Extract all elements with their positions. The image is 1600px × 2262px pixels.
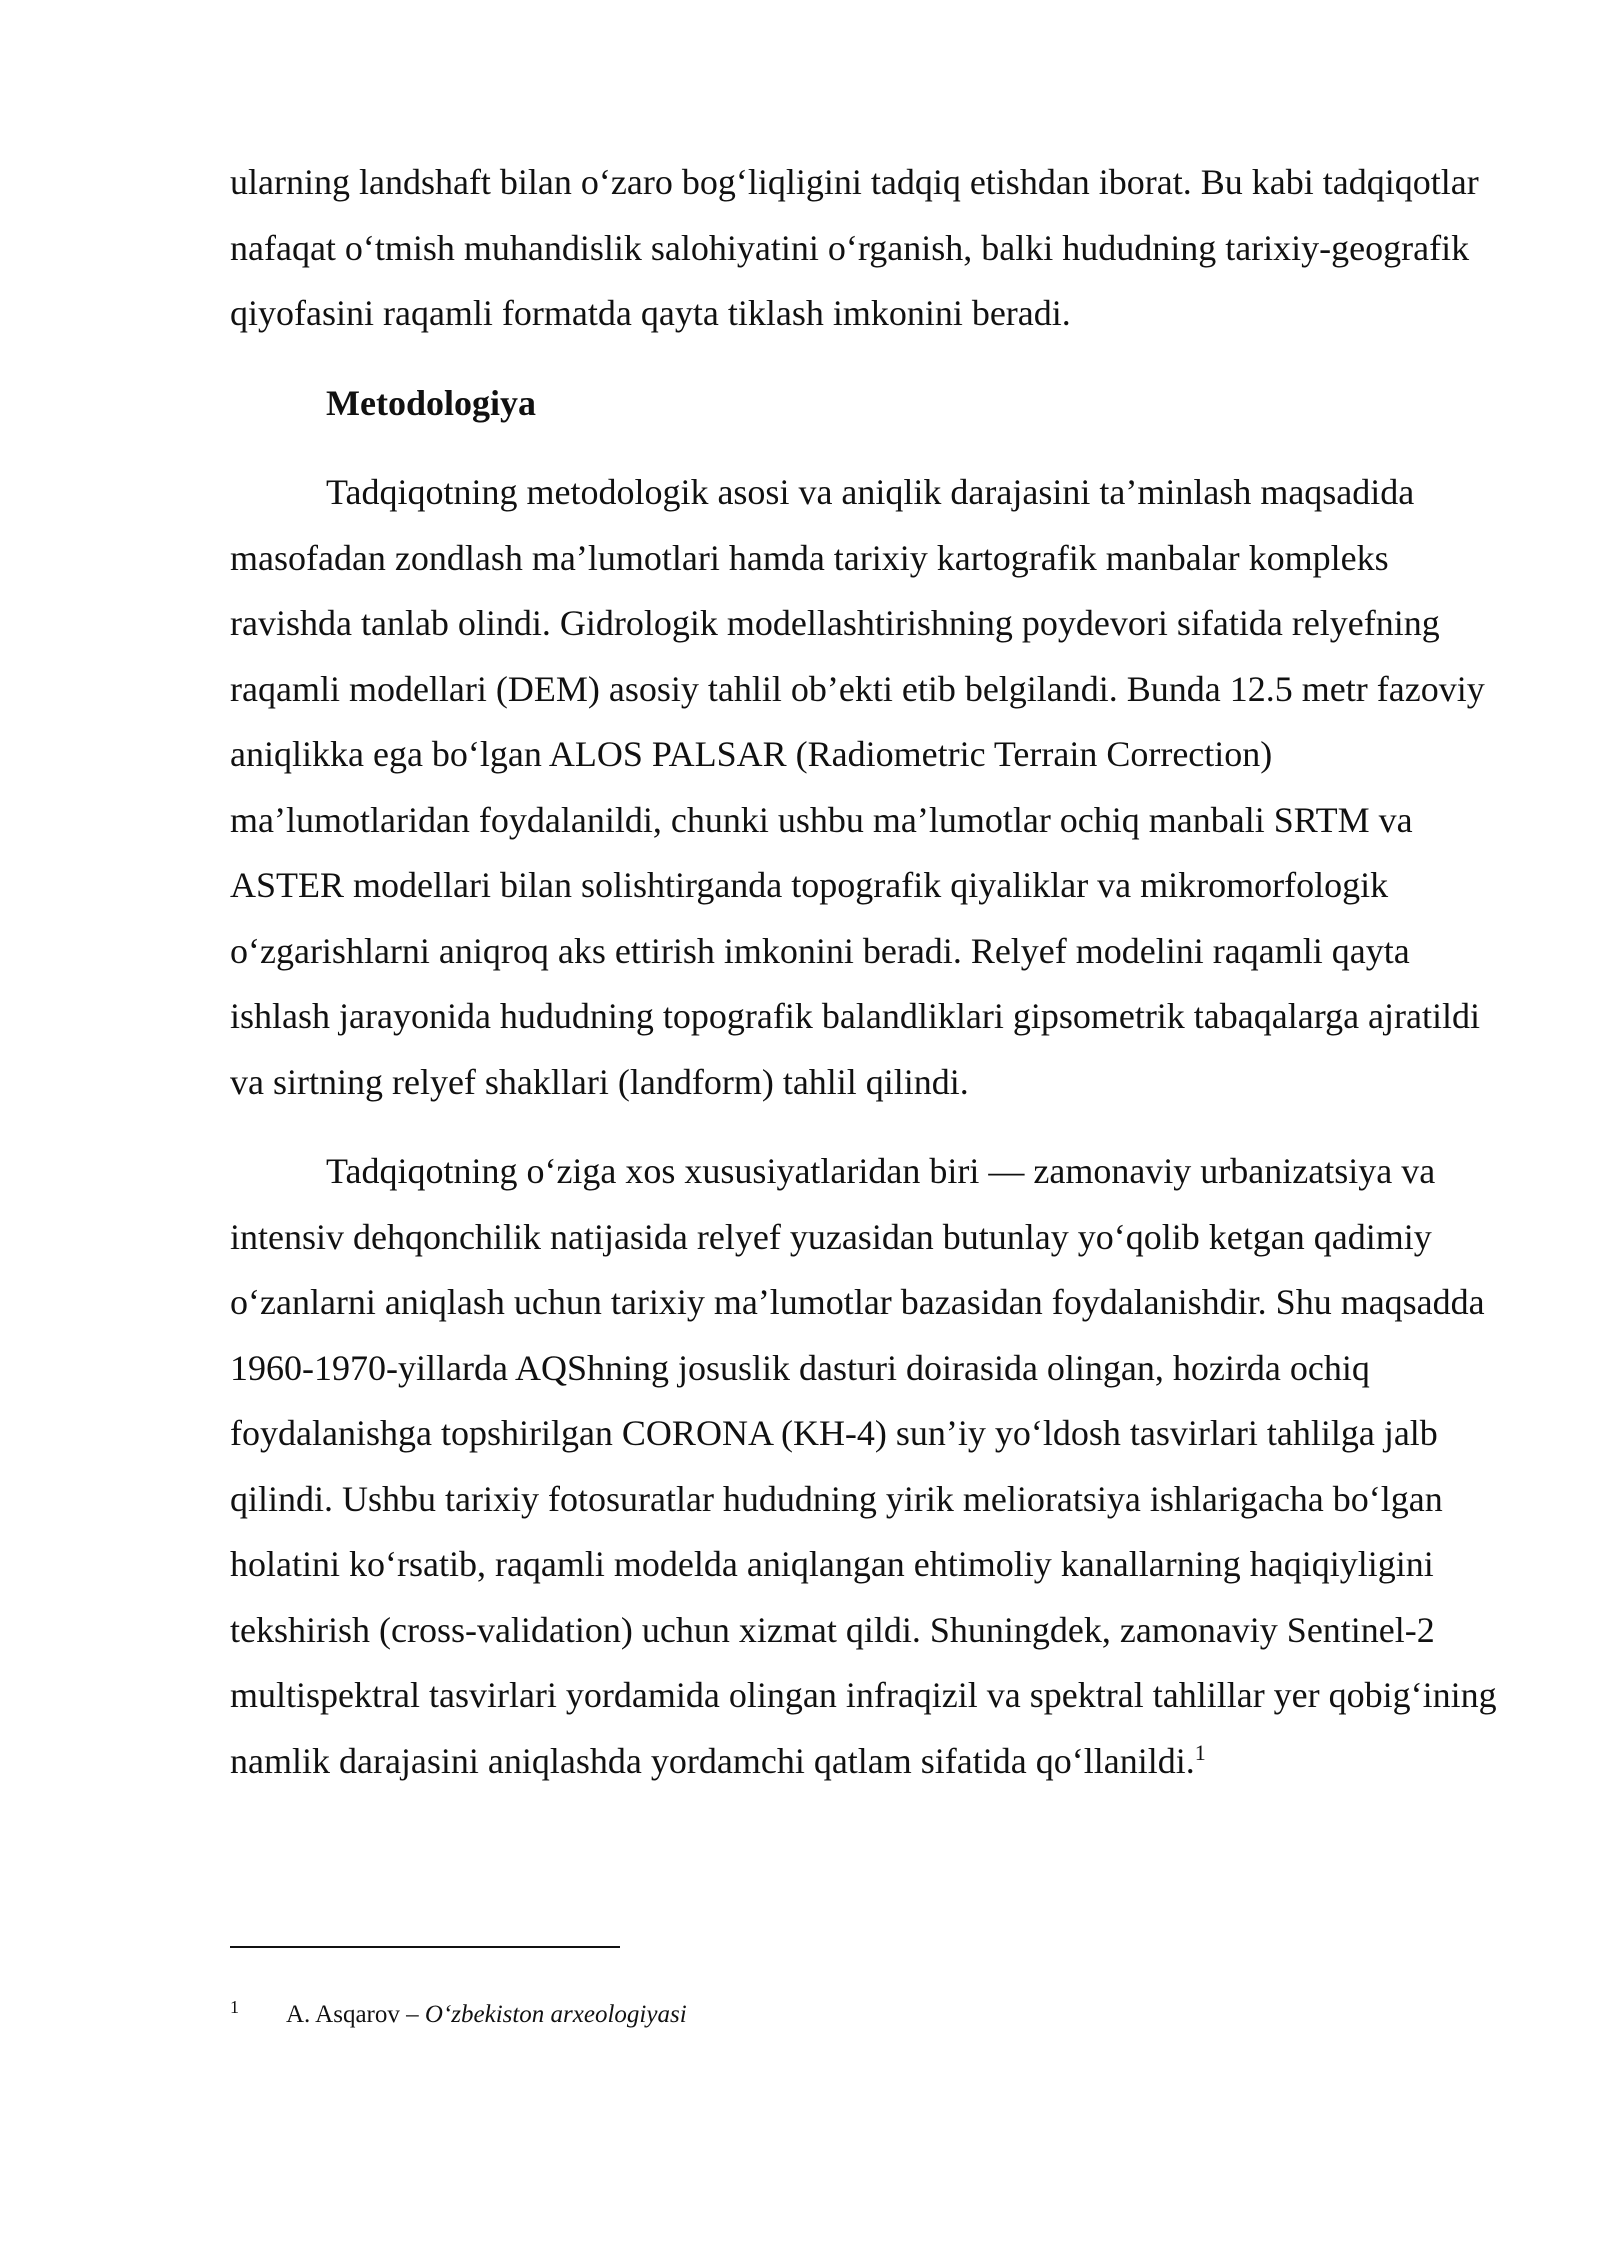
continuation-paragraph: ularning landshaft bilan o‘zaro bog‘liqligini tadqiq etishdan iborat. Bu kabi tadqiqotlar nafaqat o‘tmish muhandislik salohiyatini o‘rganish, balki hududning tarixiy-geografik qiyofasini raqamli formatda qayta tiklash imkonini beradi.	[230, 162, 1479, 333]
footnote: 1 A. Asqarov – O‘zbekiston arxeologiyasi	[230, 1996, 687, 2028]
footnote-author: A. Asqarov –	[286, 2001, 419, 2028]
footnote-separator	[230, 1946, 620, 1948]
methodology-paragraph-2	[230, 1139, 1510, 1794]
section-heading: Metodologiya	[326, 382, 536, 423]
methodology-paragraph-1: Tadqiqotning metodologik asosi va aniqlik darajasini ta’minlash maqsadida masofadan zondlash ma’lumotlari hamda tarixiy kartografik manbalar kompleks ravishda tanlab olindi. Gidrologik modellashtirishning poydevori sifatida relyefning raqamli modellari (DEM) asosiy tahlil ob’ekti etib belgilandi. Bunda 12.5 metr fazoviy aniqlikka ega bo‘lgan ALOS PALSAR (Radiometric Terrain Correction) ma’lumotlaridan foydalanildi, chunki ushbu ma’lumotlar ochiq manbali SRTM va ASTER modellari bilan solishtirganda topografik qiyaliklar va mikromorfologik o‘zgarishlarni aniqroq aks ettirish imkonini beradi. Relyef modelini raqamli qayta ishlash jarayonida hududning topografik balandliklari gipsometrik tabaqalarga ajratildi va sirtning relyef shakllari (landform) tahlil qilindi.	[230, 472, 1485, 1102]
footnote-reference[interactable]: 1	[1194, 1739, 1206, 1765]
paragraph-2-text: Tadqiqotning o‘ziga xos xususiyatlaridan biri — zamonaviy urbanizatsiya va intensiv dehqonchilik natijasida relyef yuzasidan butunlay yo‘qolib ketgan qadimiy o‘zanlarni aniqlash uchun tarixiy ma’lumotlar bazasidan foydalanishdir. Shu maqsadda 1960-1970-yillarda AQShning josuslik dasturi doirasida olingan, hozirda ochiq foydalanishga topshirilgan CORONA (KH-4) sun’iy yo‘ldosh tasvirlari tahlilga jalb qilindi. Ushbu tarixiy fotosuratlar hududning yirik melioratsiya ishlarigacha bo‘lgan holatini ko‘rsatib, raqamli modelda aniqlangan ehtimoliy kanallarning haqiqiyligini tekshirish (cross-validation) uchun xizmat qildi. Shuningdek, zamonaviy Sentinel-2 multispektral tasvirlari yordamida olingan infraqizil va spektral tahlillar yer qobig‘ining namlik darajasini aniqlashda yordamchi qatlam sifatida qo‘llanildi.	[230, 1151, 1497, 1781]
document-body	[230, 150, 1510, 1818]
footnote-title: O‘zbekiston arxeologiyasi	[424, 2001, 687, 2028]
